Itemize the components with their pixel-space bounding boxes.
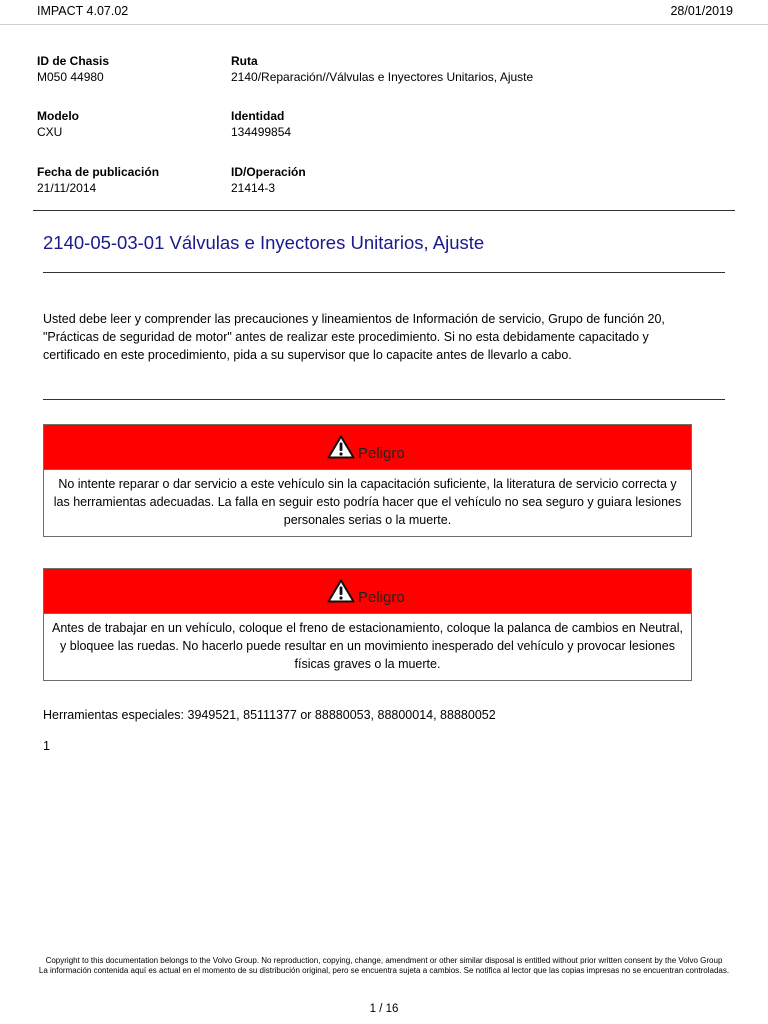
step-number: 1 bbox=[43, 739, 50, 753]
identity-label: Identidad bbox=[231, 109, 285, 123]
danger-box bbox=[43, 424, 692, 537]
identity-block bbox=[231, 108, 291, 140]
special-tools-line: Herramientas especiales: 3949521, 85111377 or 88880053, 88800014, 88880052 bbox=[43, 708, 496, 722]
intro-paragraph: Usted debe leer y comprender las precauciones y lineamientos de Información de servicio, Grupo de función 20, "Prácticas de seguridad de motor" antes de realizar este procedimiento. Si no esta debidamente capacitado y certificado en este procedimiento, pida a su supervisor que lo capacite antes de llevarlo a cabo. bbox=[43, 312, 665, 362]
model-label: Modelo bbox=[37, 109, 79, 123]
model-block bbox=[37, 108, 79, 140]
pubdate-block bbox=[37, 164, 159, 196]
print-date: 28/01/2019 bbox=[670, 4, 733, 18]
route-value: 2140/Reparación//Válvulas e Inyectores Unitarios, Ajuste bbox=[231, 70, 534, 84]
identity-value: 134499854 bbox=[231, 125, 292, 139]
danger-heading: Peligro bbox=[358, 445, 405, 462]
operation-block bbox=[231, 164, 306, 196]
operation-label: ID/Operación bbox=[231, 165, 306, 179]
copyright-footer bbox=[30, 956, 738, 976]
danger-header bbox=[44, 425, 691, 469]
copyright-notice: Copyright to this documentation belongs to the Volvo Group. No reproduction, copying, change, amendment or other similar disposal is entitled without prior written consent by the Volvo Group bbox=[45, 956, 723, 965]
model-value: CXU bbox=[37, 125, 63, 139]
header-divider bbox=[33, 210, 735, 211]
print-header bbox=[0, 0, 768, 25]
danger-box bbox=[43, 568, 692, 681]
danger-text: No intente reparar o dar servicio a este vehículo sin la capacitación suficiente, la literatura de servicio correcta y las herramientas adecuadas. La falla en seguir esto podría hacer que el vehículo no sea seguro y guiara lesiones personales serias o la muerte. bbox=[44, 469, 691, 536]
danger-heading: Peligro bbox=[358, 589, 405, 606]
warning-triangle-icon bbox=[327, 435, 355, 459]
app-version: IMPACT 4.07.02 bbox=[37, 4, 129, 18]
danger-text: Antes de trabajar en un vehículo, coloque el freno de estacionamiento, coloque la palanca de cambios en Neutral, y bloquee las ruedas. No hacerlo puede resultar en un movimiento inesperado del vehículo y provocar lesiones físicas graves o la muerte. bbox=[44, 613, 691, 680]
title-divider bbox=[43, 272, 725, 273]
document-title: 2140-05-03-01 Válvulas e Inyectores Unitarios, Ajuste bbox=[43, 232, 485, 253]
chassis-block bbox=[37, 53, 109, 85]
warning-triangle-icon bbox=[327, 579, 355, 603]
route-block bbox=[231, 53, 533, 85]
page-indicator: 1 / 16 bbox=[369, 1003, 399, 1015]
route-label: Ruta bbox=[231, 54, 258, 68]
pubdate-label: Fecha de publicación bbox=[37, 165, 160, 179]
danger-header bbox=[44, 569, 691, 613]
operation-value: 21414-3 bbox=[231, 181, 276, 195]
chassis-label: ID de Chasis bbox=[37, 54, 110, 68]
pubdate-value: 21/11/2014 bbox=[37, 181, 97, 195]
chassis-value: M050 44980 bbox=[37, 70, 104, 84]
distribution-notice: La información contenida aquí es actual en el momento de su distribución original, pero se encuentra sujeta a cambios. Se notifica al lector que las copias impresas no se encuentran controladas. bbox=[38, 966, 730, 975]
intro-divider bbox=[43, 399, 725, 400]
